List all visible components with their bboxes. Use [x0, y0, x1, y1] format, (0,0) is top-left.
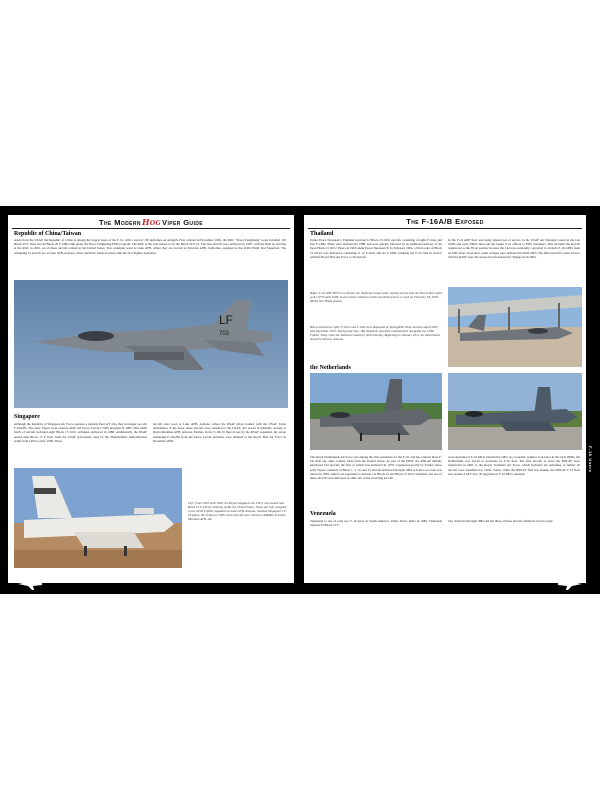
photo-netherlands-f16-tarmac [310, 373, 442, 450]
taiwan-body: Aside from the USAF, the Republic of China is among the largest users of the F-16, with a total of 150 airframes on strength. First ordered in November 1992, the ROC "Peace Fenghuang" order included 120 Block 20 F-16As and 30 Block 20 F-16Bs built under the Peace Fenghuang FMS program. The ROC is the only nation to fly the Block 20 F-16. The first aircraft were delivered in 1997, with the final jet arriving at the ROC in 2001. As of these aircraft remain in the United States. Two examples went to Luke AFB, where they are located at Edwards AFB, California, assigned to the 416th Flight Test Squadron. The remaining 14 aircraft are at Luke AFB, Arizona, where the ROC trains its pilots with the 21st Fighter Squadron. [14, 238, 286, 255]
photo-taiwan-f16-flight [14, 280, 288, 408]
header-rule-right [308, 228, 582, 229]
section-title-thailand: Thailand [310, 231, 334, 237]
photo-thailand-f16-shelter [448, 287, 582, 367]
thailand-body-col1: Under Peace Naresuan I, Thailand received 12 Block 15 OCU aircraft, consisting of eight F-16As and four F-16Bs. These were delivered in 1988, and were quickly followed by an additional delivery of six more Block 15 OCU Vipers in 1995 under Peace Naresuan II. In February 2004, a third order of Block 15 OCUs was delivered, consisting of 12 F-16As and six F-16Bs, bringing the F-16 fleet in service with the Royal Thai Air Force to 56 aircraft. [310, 238, 442, 259]
section-title-taiwan: Republic of China/Taiwan [14, 231, 82, 237]
singapore-caption: Left: From 1993 until 1996, the Royal Singapore Air Force was leased nine Block 15 F-16s for training inside the United States. These aircraft, assigned to the 425th Fighter Squadron at Luke AFB, Arizona, retained Singapore's F-16 policy. By February 1996, these aircraft were retired to AMARC at Davis-Monthan AFB, AZ. [188, 501, 287, 522]
netherlands-body-col1: The Royal Netherlands Air Force was among the first customers for the F-16, and has ordered more F-16s than any other country aside from the United States. As part of the EPAF, the RNLAF initially purchased 102 aircraft, the first of which was delivered in 1979. Contracted locally by Fokker, these early Vipers consisted of Block 1, 5, 10, and 15 aircraft delivered through 1984. A follow-on order was placed in 1983, which was expanded to include 111 Block 10 and Block 15 OCU airframes, the last of these aircraft were delivered in 1992. All of the surviving aircraft [310, 455, 442, 481]
singapore-body-col2: aircraft were used at Luke AFB, Arizona, where the RSAF pilots trained with the USAF. Upon termination of the lease, these aircraft were returned to the USAF, and stored in AMARC storage at Davis-Monthan AFB, Arizona. Further, in the F-16C/D fleet in use by the RSAF expanded, the seven remaining F-16A/Bs from the Peace Carvin purchase were donated to the Royal Thai Air Force in December 2004. [153, 422, 286, 443]
side-tab-left [0, 446, 1, 472]
header-part1: The Modern [99, 218, 141, 227]
tail-code: LF [219, 313, 234, 327]
section-title-venezuela: Venezuela [310, 511, 336, 517]
left-page [8, 215, 294, 583]
right-page [304, 215, 586, 583]
header-part2: Viper Guide [162, 218, 203, 227]
tail-serial: 703 [219, 331, 230, 337]
header-brand-mark: Hog [141, 217, 162, 227]
singapore-body-col1: Although the Republic of Singapore Air Force operates a sizeable fleet of F-16s, they no longer use any F-16A/Bs. The early Vipers were ordered under the Peace Carvin I FMS program in 1985. This small batch of aircraft included eight Block 15 OCU airframes delivered in 1988. Additionally, the RSAF leased nine Block 15 F-16As from the USAF (previously used by the Thunderbirds demonstration team) from 1993 to early 1996. These [14, 422, 147, 443]
venezuela-body-col1: Venezuela is one of only two F-16 users in South America. Under Peace Delta in 1982, Venezuela ordered 24 Block 15 F- [310, 519, 442, 528]
jet-silhouette-icon [558, 578, 582, 590]
thailand-body-col2: In the F-16 ADF fleet was being phased out of service in the USAF Air National Guard in the late 1990s and early 2000s, these aircraft began to be offered to FMS customers. This included the aircraft transferred to the 85 air partner because the 144 was eventually converted to Jordan's F-16 ADFs from an ANG fleet. Soon after, some of these were delivered in 2002-2003. The final aircraft to enter service with the RTAF were the seven aircraft donated by Singapore in 2004. [448, 238, 580, 259]
jet-silhouette-icon [18, 578, 42, 590]
photo-singapore-stored-f16 [14, 468, 182, 568]
right-header: The F-16A/B Exposed [406, 217, 484, 226]
thailand-caption-below: Below and below right: F-16Cs and F-16D were displayed at Springfield, Ohio, between April 2007 and December 2010. During that time, 186 Squadron operated a detachment alongside the 178th Fighter Wing, Ohio Air National Guard for pilot training. Beginning in January 2011, the detachment moved to Tucson, Arizona. [310, 325, 440, 342]
magazine-spread [0, 206, 600, 594]
header-rule [12, 228, 290, 229]
netherlands-body-col2: were upgraded to F-16 MLU standard by 2002. As economic realities took place in the early 2000s, the Netherlands was forced to downsize its F-16 fleet. The first aircraft to leave the RNLAF were transferred in 2005 to the Royal Jordanian Air Force, which included six airframes. A further 36 aircraft were transferred to Chile. Today, while the RNLAF fleet has shrunk, the RNLAF F-16 fleet now stands at 68 F-16s, all upgraded to F-16 MLU standard. [448, 455, 580, 476]
section-title-singapore: Singapore [14, 414, 40, 420]
thailand-caption-right: Right: F-16 ADF 80572 is a former Air National Guard asset, having served with the Puerto Rico ANG as 81-0779 until 1998. It was sold to Jordan in 2002, but destroyed in a crash on February 18, 2003. (Holly Van Hoeke photo) [310, 291, 442, 304]
section-title-netherlands: the Netherlands [310, 365, 351, 371]
venezuela-body-col2: 16s, delivered through 1984. All but three of these aircraft remain in service today. [448, 519, 554, 523]
side-tab-right: F-16 Users [588, 446, 593, 473]
photo-netherlands-f16-ground [448, 373, 582, 450]
